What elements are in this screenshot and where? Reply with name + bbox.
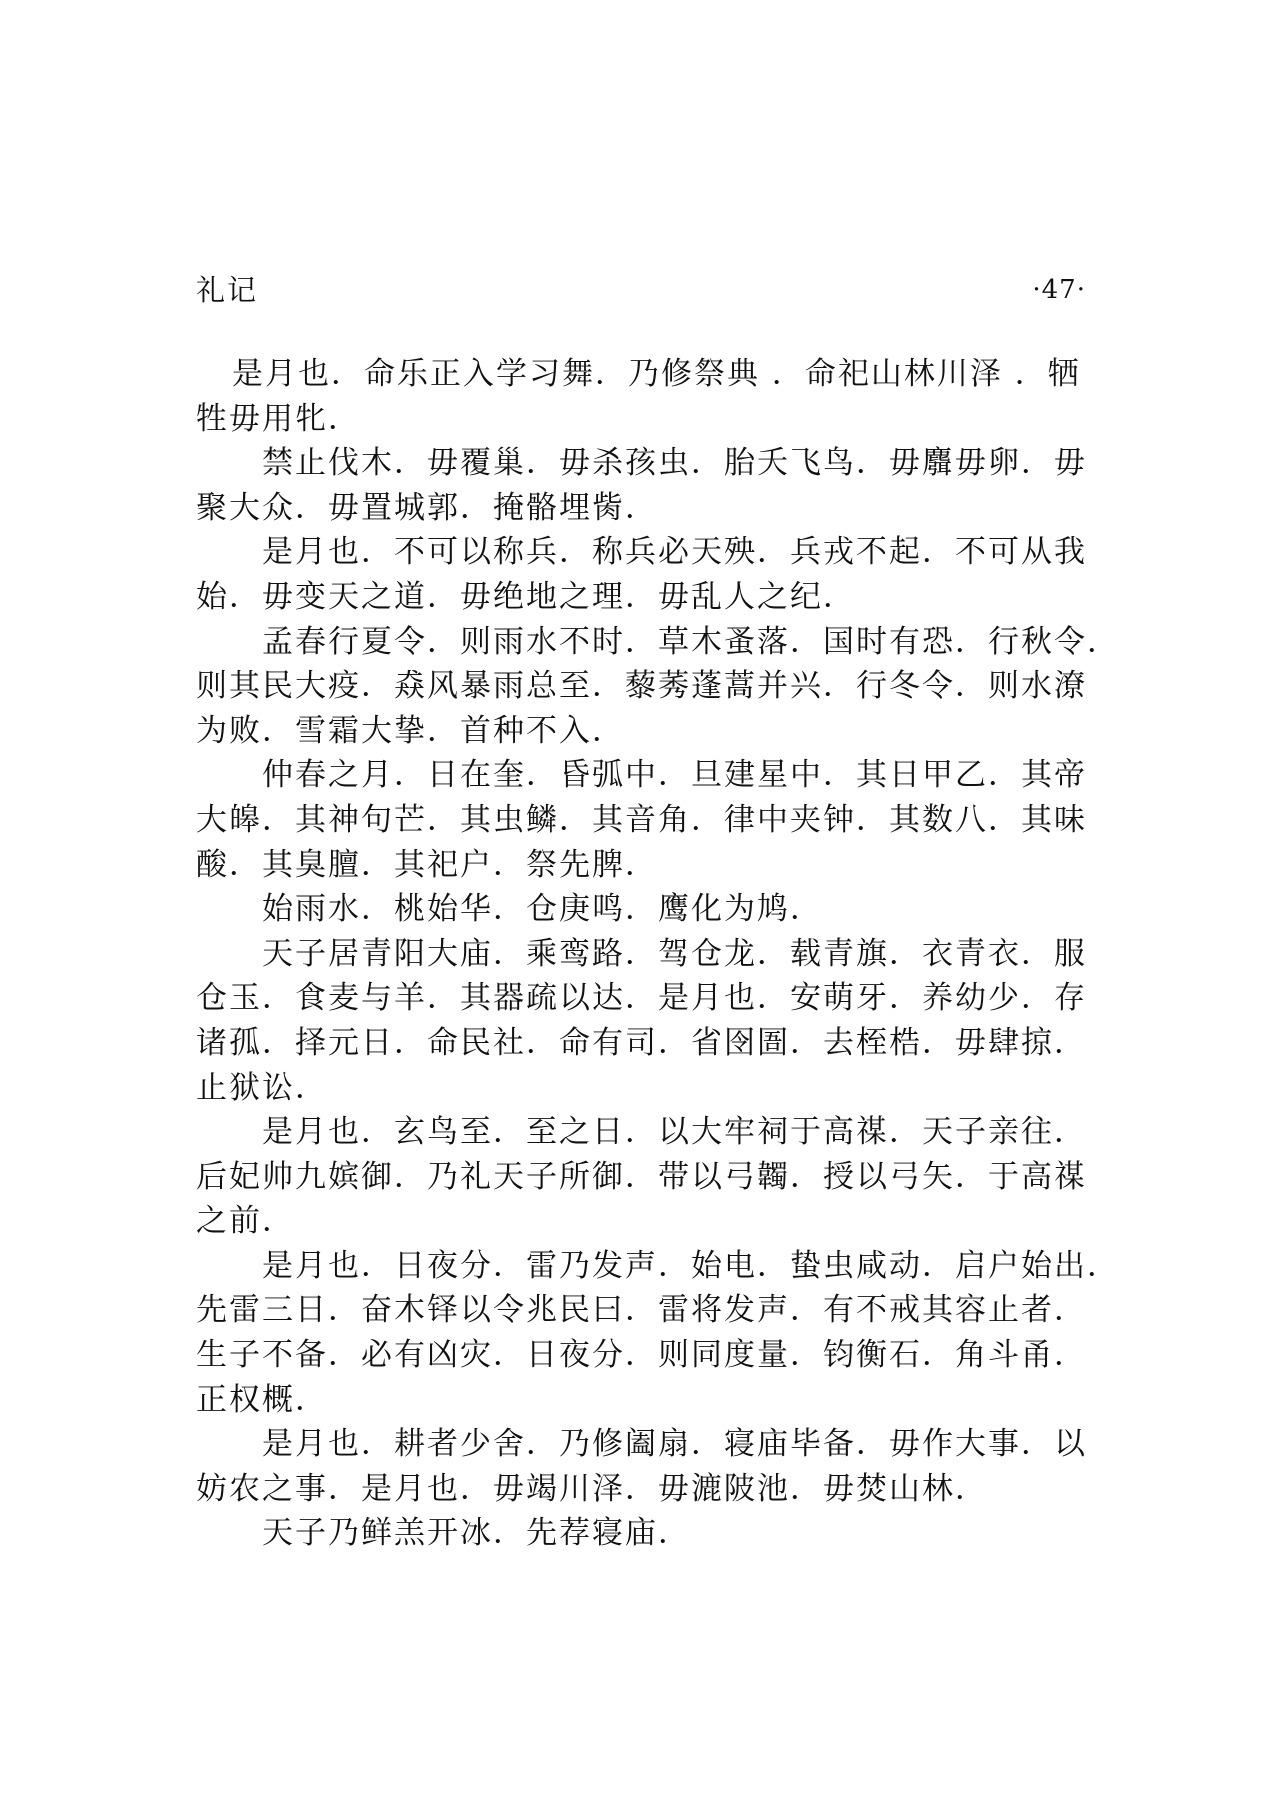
text-line: 正权概． [196,1381,328,1418]
book-title: 礼记 [196,273,259,307]
paragraph [196,887,1106,932]
text-line: 是月也．玄鸟至．至之日．以大牢祠于高禖．天子亲往． [262,1114,1087,1151]
text-line: 为败．雪霜大挚．首种不入． [196,712,625,749]
text-line: 大皞．其神句芒．其虫鳞．其音角．律中夹钟．其数八．其味 [196,801,1087,838]
body-text [196,352,1120,1556]
text-line: 天子居青阳大庙．乘鸾路．驾仓龙．载青旗．衣青衣．服 [262,935,1087,972]
text-line: 始雨水．桃始华．仓庚鸣．鹰化为鸠． [262,891,823,928]
text-line: 禁止伐木．毋覆巢．毋杀孩虫．胎夭飞鸟．毋麛毋卵．毋 [262,445,1087,482]
text-line: 后妃帅九嫔御．乃礼天子所御．带以弓韣．授以弓矢．于高禖 [196,1158,1087,1195]
text-line: 之前． [196,1203,295,1240]
paragraph [196,1422,1106,1511]
page-number: ·47· [1032,275,1086,305]
paragraph [196,352,1106,441]
text-line: 仓玉．食麦与羊．其器疏以达．是月也．安萌牙．养幼少．存 [196,980,1087,1017]
text-line: 妨农之事．是月也．毋竭川泽．毋漉陂池．毋焚山林． [196,1470,988,1507]
text-line: 先雷三日．奋木铎以令兆民曰．雷将发声．有不戒其容止者． [196,1292,1087,1329]
paragraph [196,441,1106,530]
text-line: 聚大众．毋置城郭．掩骼埋胔． [196,489,658,526]
text-line: 孟春行夏令．则雨水不时．草木蚤落．国时有恐．行秋令． [262,623,1120,660]
text-line: 仲春之月．日在奎．昏弧中．旦建星中．其日甲乙．其帝 [262,757,1087,794]
text-line: 是月也．不可以称兵．称兵必天殃．兵戎不起．不可从我 [262,534,1087,571]
text-line: 是月也．耕者少舍．乃修阖扇．寝庙毕备．毋作大事．以 [262,1426,1087,1463]
text-line: 生子不备．必有凶灾．日夜分．则同度量．钧衡石．角斗甬． [196,1337,1087,1374]
paragraph [196,1244,1120,1422]
paragraph [196,620,1120,754]
paragraph [196,530,1106,619]
paragraph [196,1511,1106,1556]
text-line: 是月也．命乐正入学习舞．乃修祭典 ．命祀山林川泽 ．牺 [232,356,1081,392]
text-line: 酸．其臭膻．其祀户．祭先脾． [196,846,658,883]
text-line: 则其民大疫．猋风暴雨总至．藜莠蓬蒿并兴．行冬令．则水潦 [196,668,1087,705]
text-line: 牲毋用牝． [196,400,361,437]
paragraph [196,753,1106,887]
text-line: 诸孤．择元日．命民社．命有司．省囹圄．去桎梏．毋肆掠． [196,1024,1087,1061]
paragraph [196,1110,1106,1244]
text-line: 天子乃鲜羔开冰．先荐寝庙． [262,1515,691,1552]
paragraph [196,932,1106,1110]
text-line: 止狱讼． [196,1069,328,1106]
text-line: 始．毋变天之道．毋绝地之理．毋乱人之纪． [196,578,856,615]
text-line: 是月也．日夜分．雷乃发声．始电．蛰虫咸动．启户始出． [262,1247,1120,1284]
page-header [196,268,1086,312]
